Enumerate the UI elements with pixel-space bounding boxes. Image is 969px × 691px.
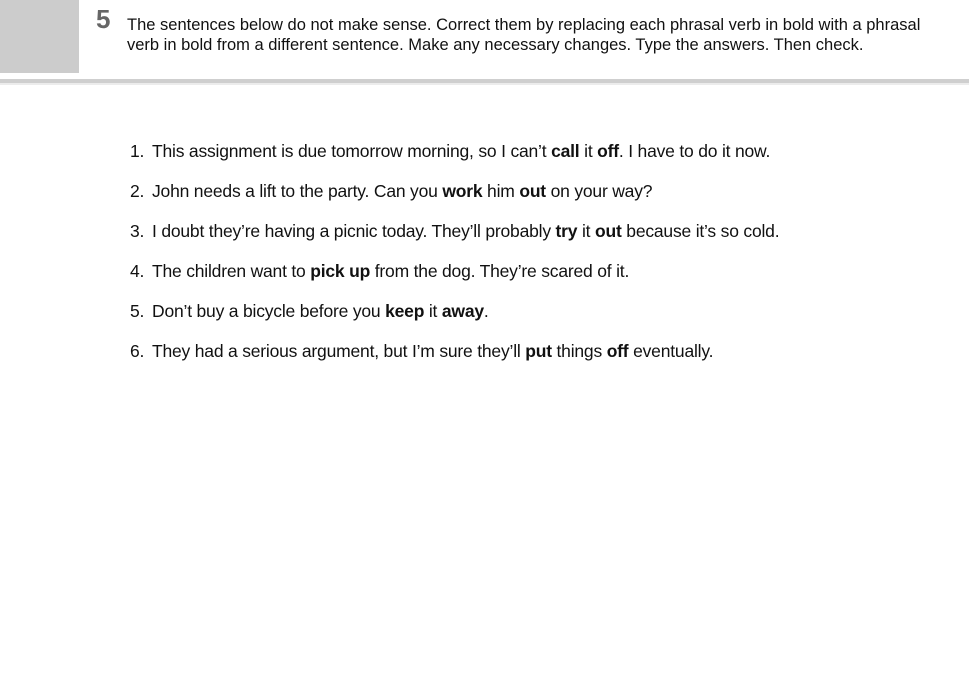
sentence-number: 5.: [130, 301, 145, 321]
sentence-text: .: [483, 301, 489, 321]
sentence-text: The children want to: [152, 261, 311, 281]
exercise-instructions: The sentences below do not make sense. Correct them by replacing each phrasal verb in bold with a phrasal verb in bold from a different sentence. Make any necessary changes. Type the answers. Then check.: [127, 16, 921, 54]
sentence-text: it: [424, 301, 442, 321]
sentence-text: on your way?: [545, 181, 653, 201]
sentence-4: [130, 258, 779, 298]
sentence-text: They had a serious argument, but I’m sure they’ll: [152, 341, 526, 361]
phrasal-verb-bold: off: [606, 341, 629, 361]
sentence-number: 1.: [130, 141, 145, 161]
phrasal-verb-bold: put: [525, 341, 552, 361]
sentence-3: [130, 218, 779, 258]
sentence-text: from the dog. They’re scared of it.: [370, 261, 630, 281]
sentence-5: [130, 298, 779, 338]
phrasal-verb-bold: keep: [385, 301, 425, 321]
phrasal-verb-bold: pick up: [310, 261, 371, 281]
sentence-text: This assignment is due tomorrow morning, so I can’t: [152, 141, 552, 161]
sentence-number: 2.: [130, 181, 145, 201]
sentence-text: I doubt they’re having a picnic today. They’ll probably: [152, 221, 556, 241]
phrasal-verb-bold: call: [551, 141, 580, 161]
sentence-number: 4.: [130, 261, 145, 281]
sentence-text: him: [482, 181, 520, 201]
sentence-text: things: [551, 341, 607, 361]
sentence-text: eventually.: [628, 341, 714, 361]
sentence-text: it: [577, 221, 596, 241]
phrasal-verb-bold: out: [519, 181, 546, 201]
phrasal-verb-bold: away: [441, 301, 484, 321]
exercise-number: 5: [96, 4, 111, 34]
phrasal-verb-bold: off: [597, 141, 619, 161]
phrasal-verb-bold: out: [595, 221, 622, 241]
header-divider-shadow: [0, 83, 969, 85]
sentence-2: [130, 178, 779, 218]
header-grey-block: [0, 0, 79, 73]
sentence-text: it: [579, 141, 598, 161]
sentence-1: [130, 138, 779, 178]
sentence-list: [130, 138, 779, 378]
exercise-header: [0, 0, 969, 80]
sentence-text: John needs a lift to the party. Can you: [152, 181, 443, 201]
phrasal-verb-bold: work: [442, 181, 483, 201]
sentence-text: Don’t buy a bicycle before you: [152, 301, 386, 321]
phrasal-verb-bold: try: [555, 221, 578, 241]
sentence-number: 6.: [130, 341, 145, 361]
sentence-text: . I have to do it now.: [618, 141, 771, 161]
sentence-6: [130, 338, 779, 378]
sentence-number: 3.: [130, 221, 145, 241]
sentence-text: because it’s so cold.: [621, 221, 780, 241]
